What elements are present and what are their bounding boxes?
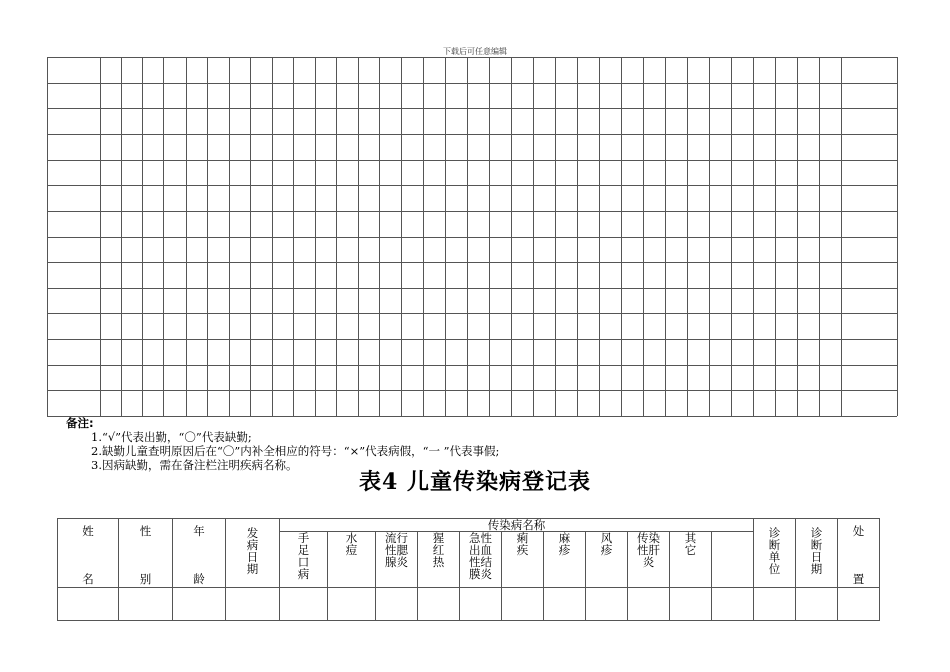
blank-cell [226, 588, 280, 621]
blank-cell [628, 588, 670, 621]
blank-cell [376, 588, 418, 621]
top-note: 下载后可任意编辑 [443, 47, 507, 56]
blank-cell [754, 588, 796, 621]
notes-heading: 备注: [66, 416, 94, 430]
blank-cell [712, 588, 754, 621]
disease-col: 水痘 [328, 532, 376, 588]
disease-col: 传染性肝炎 [628, 532, 670, 588]
blank-cell [460, 588, 502, 621]
blank-cell [280, 588, 328, 621]
note-item-2: 2.缺勤儿童查明原因后在“〇”内补全相应的符号：“×”代表病假，“一 ”代表事假; [91, 444, 500, 458]
disease-col: 急性出血性结膜炎 [460, 532, 502, 588]
header-disease-group: 传染病名称 [280, 519, 754, 532]
blank-cell [58, 588, 119, 621]
notes [66, 416, 499, 472]
blank-cell [328, 588, 376, 621]
disease-col: 其它 [670, 532, 712, 588]
blank-cell [418, 588, 460, 621]
disease-col: 痢疾 [502, 532, 544, 588]
table-row [58, 588, 880, 621]
header-handling: 处 置 [838, 519, 880, 588]
blank-cell [544, 588, 586, 621]
attendance-grid [47, 57, 898, 417]
note-item-1: 1.“√”代表出勤，“〇”代表缺勤; [91, 430, 252, 444]
blank-cell [796, 588, 838, 621]
blank-cell [838, 588, 880, 621]
disease-register-table [57, 518, 880, 621]
header-onset-date: 发病日期 [226, 519, 280, 588]
blank-cell [670, 588, 712, 621]
disease-col: 手足口病 [280, 532, 328, 588]
blank-cell [173, 588, 226, 621]
header-sex: 性 别 [119, 519, 173, 588]
disease-col: 流行性腮腺炎 [376, 532, 418, 588]
header-diagnosis-date: 诊断日期 [796, 519, 838, 588]
blank-cell [586, 588, 628, 621]
blank-cell [119, 588, 173, 621]
page-title: 表4 儿童传染病登记表 [359, 469, 591, 495]
disease-col [712, 532, 754, 588]
disease-col: 风疹 [586, 532, 628, 588]
header-diagnosis-unit: 诊断单位 [754, 519, 796, 588]
header-age: 年 龄 [173, 519, 226, 588]
blank-cell [502, 588, 544, 621]
header-name: 姓 名 [58, 519, 119, 588]
disease-col: 麻疹 [544, 532, 586, 588]
note-item-3: 3.因病缺勤，需在备注栏注明疾病名称。 [91, 458, 298, 472]
disease-col: 猩红热 [418, 532, 460, 588]
